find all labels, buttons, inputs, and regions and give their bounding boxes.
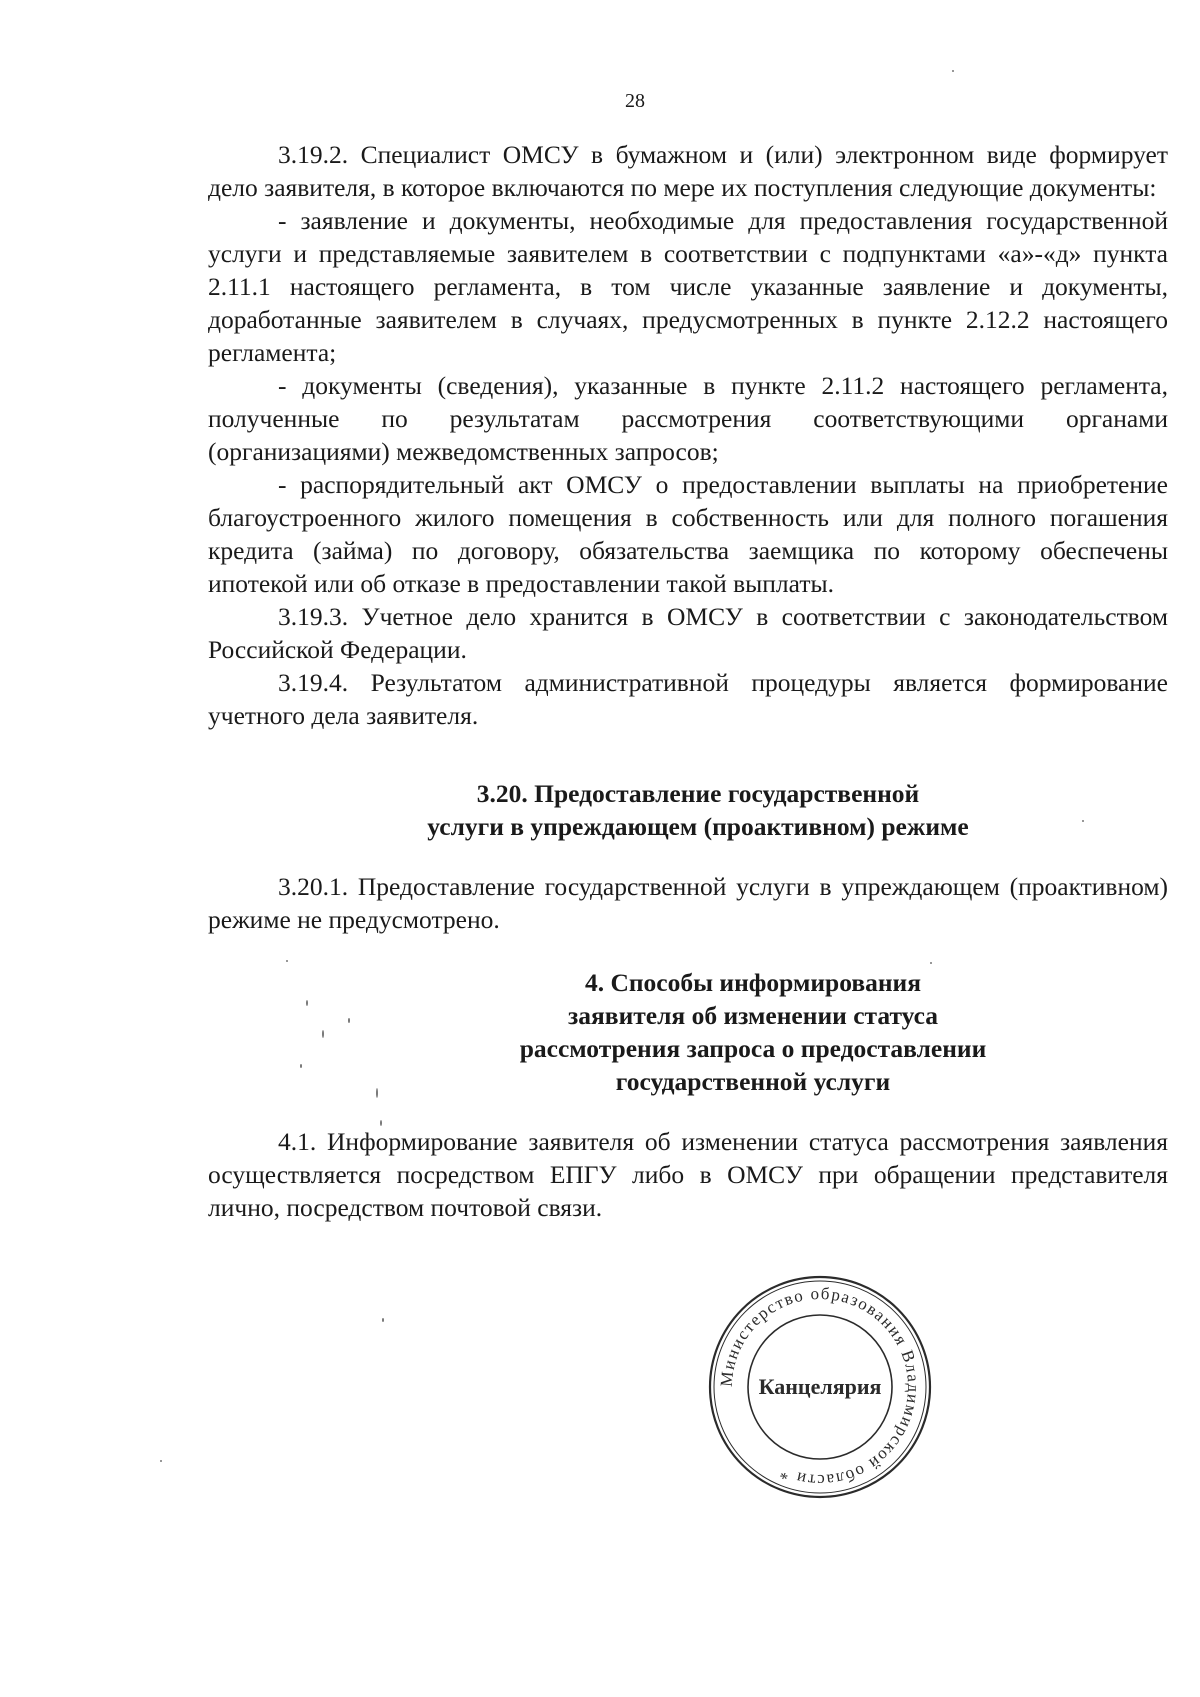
heading-line: заявителя об изменении статуса: [568, 1001, 938, 1030]
scan-speck: [1082, 820, 1084, 822]
paragraph-3-19-4: 3.19.4. Результатом административной процедуры является формирование учетного дела заявителя.: [208, 668, 1168, 730]
scan-speck: [300, 1064, 302, 1068]
scan-speck: [376, 1088, 378, 1098]
stamp-ring-text: Министерство образования Владимирской области *: [716, 1283, 924, 1491]
scan-speck: [380, 1120, 382, 1126]
heading-line: рассмотрения запроса о предоставлении: [519, 1034, 987, 1063]
heading-line: 3.20. Предоставление государственной: [476, 779, 920, 808]
heading-line: государственной услуги: [615, 1067, 891, 1096]
scan-speck: [306, 1000, 308, 1006]
scan-speck: [348, 1018, 350, 1023]
section-heading-3-20: [208, 777, 1168, 843]
scan-speck: [952, 70, 954, 72]
stamp-center-text: Канцелярия: [758, 1374, 882, 1399]
page-number: 28: [625, 90, 645, 112]
scan-speck: [930, 962, 932, 964]
office-stamp: [705, 1272, 935, 1502]
scan-speck: [160, 1460, 162, 1462]
list-item-interagency-documents: - документы (сведения), указанные в пункте 2.11.2 настоящего регламента, полученные по результатам рассмотрения соответствующими органами (организациями) межведомственных запросов;: [208, 371, 1168, 466]
list-item-administrative-act: - распорядительный акт ОМСУ о предоставлении выплаты на приобретение благоустроенного жилого помещения в собственность или для полного погашения кредита (займа) по договору, обязательства заемщика по которому обеспечены ипотекой или об отказе в предоставлении такой выплаты.: [208, 470, 1168, 598]
list-item-application-documents: - заявление и документы, необходимые для предоставления государственной услуги и представляемые заявителем в соответствии с подпунктами «а»-«д» пункта 2.11.1 настоящего регламента, в том числе указанные заявление и документы, доработанные заявителем в случаях, предусмотренных в пункте 2.12.2 настоящего регламента;: [208, 206, 1168, 367]
heading-line: 4. Способы информирования: [584, 968, 922, 997]
section-heading-4: [208, 966, 1168, 1098]
scan-speck: [322, 1030, 324, 1038]
document-body: [208, 138, 1168, 1224]
paragraph-3-20-1: 3.20.1. Предоставление государственной услуги в упреждающем (проактивном) режиме не предусмотрено.: [208, 872, 1168, 934]
scan-speck: [286, 960, 288, 962]
paragraph-3-19-3: 3.19.3. Учетное дело хранится в ОМСУ в соответствии с законодательством Российской Федерации.: [208, 602, 1168, 664]
scan-speck: [382, 1318, 384, 1322]
paragraph-4-1: 4.1. Информирование заявителя об изменении статуса рассмотрения заявления осуществляется посредством ЕПГУ либо в ОМСУ при обращении представителя лично, посредством почтовой связи.: [208, 1127, 1168, 1222]
paragraph-3-19-2: 3.19.2. Специалист ОМСУ в бумажном и (или) электронном виде формирует дело заявителя, в которое включаются по мере их поступления следующие документы:: [208, 140, 1168, 202]
heading-line: услуги в упреждающем (проактивном) режиме: [427, 812, 969, 841]
